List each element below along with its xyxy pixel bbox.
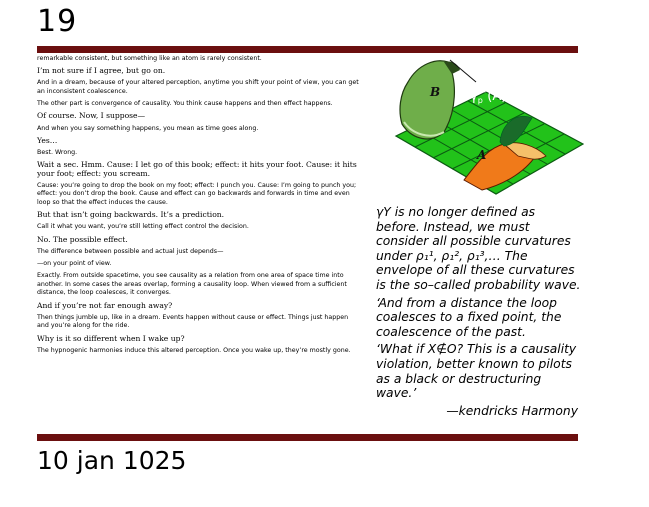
caption-paragraph-3: ‘What if X∉O? This is a causality violation, better known to pilots as a black or destructuring wave.’: [376, 342, 577, 401]
dialogue-paragraph: No. The possible effect.: [37, 234, 128, 244]
dialogue-paragraph: And when you say something happens, you mean as time goes along.: [37, 124, 259, 132]
dialogue-paragraph: And in a dream, because of your altered perception, anytime you shift your point of view, you can get an inconsistent coalescence.: [37, 79, 359, 95]
dialogue-paragraph: Best. Wrong.: [37, 148, 78, 156]
caption-paragraph-1: γY is no longer defined as before. Instead, we must consider all possible curvatures under ρ₁¹, ρ₁², ρ₁³,… The envelope of all these curvatures is the so–called probability wave.: [376, 205, 581, 292]
dialogue-paragraph: Why is it so different when I wake up?: [37, 333, 185, 343]
dialogue-paragraph: And if you’re not far enough away?: [37, 300, 173, 310]
dialogue-paragraph: Cause: you’re going to drop the book on my foot; effect: I punch you. Cause: I’m going to punch you; effect: you don’t drop the book. Cause and effect can go backwards and forwards in time and even loop so that the effect induces the cause.: [37, 181, 357, 207]
dialogue-paragraph: —on your point of view.: [37, 260, 112, 267]
causality-figure: [378, 52, 584, 200]
dialogue-paragraph: The other part is convergence of causality. You think cause happens and then effect happens.: [37, 100, 333, 108]
dialogue-paragraph: I’m not sure if I agree, but go on.: [37, 66, 166, 76]
footer-rule: [37, 434, 578, 441]
label-a: A: [477, 148, 487, 162]
figure-graphic: [378, 52, 584, 200]
dialogue-paragraph: Yes…: [37, 135, 58, 145]
dialogue-paragraph: Call it what you want, you’re still letting effect control the decision.: [37, 223, 249, 231]
dialogue-paragraph: The difference between possible and actual just depends—: [37, 247, 224, 255]
page-date: 10 jan 1025: [37, 446, 187, 475]
dialogue-paragraph: remarkable consistent, but something like an atom is rarely consistent.: [37, 55, 262, 62]
dialogue-paragraph: Wait a sec. Hmm. Cause: I let go of this book; effect: it hits your foot. Cause: it hits your foot; effect: you scream.: [37, 160, 357, 178]
dialogue-paragraph: But that isn’t going backwards. It’s a prediction.: [37, 210, 225, 220]
page-number: 19: [37, 4, 78, 39]
dialogue-paragraph: Exactly. From outside spacetime, you see causality as a relation from one area of space time into another. In some cases the areas overlap, forming a causality loop. When viewed from a sufficient distance, the loop coalesces, it converges.: [37, 272, 347, 297]
formula: $\gamma_p^*(A)$ = κ(A∪B): [470, 88, 571, 105]
dialogue-paragraph: Then things jumble up, like in a dream. Events happen without cause or effect. Things just happen and you’re along for the ride.: [37, 313, 349, 330]
dialogue-paragraph: The hypnogenic harmonies induce this altered perception. Once you wake up, they’re mostly gone.: [37, 346, 351, 354]
figure-caption: [376, 205, 582, 421]
dialogue-column: [37, 55, 359, 359]
caption-paragraph-2: ‘And from a distance the loop coalesces to a fixed point, the coalescence of the past.: [376, 295, 562, 339]
label-b: B: [430, 85, 441, 99]
dialogue-paragraph: Of course. Now, I suppose—: [37, 111, 146, 121]
caption-author: —kendricks Harmony: [446, 403, 578, 418]
